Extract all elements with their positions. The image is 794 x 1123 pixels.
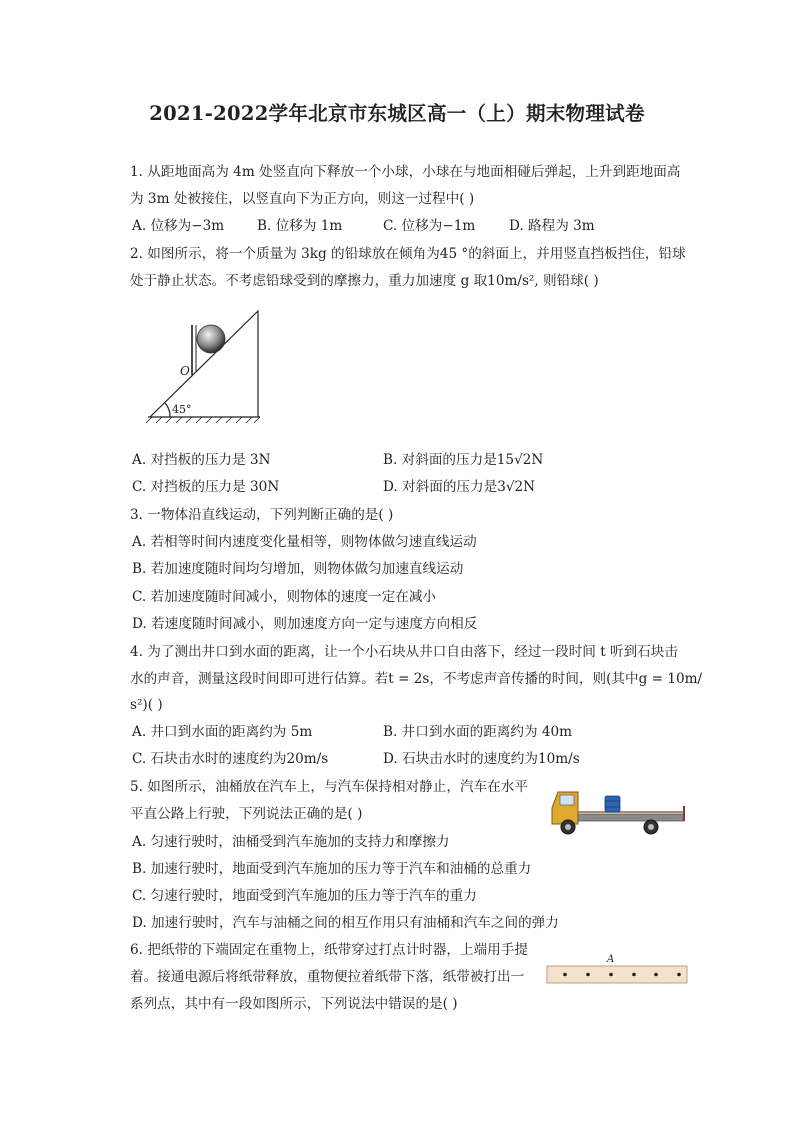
- incline-ball-figure: [140, 305, 270, 425]
- point-a-label: A: [607, 954, 615, 965]
- question-6-text-line-1: 6. 把纸带的下端固定在重物上，纸带穿过打点计时器，上端用手提: [130, 942, 528, 958]
- question-2-option-b: B. 对斜面的压力是15√2N: [383, 452, 544, 468]
- ground-hatching: [146, 417, 260, 423]
- question-2-option-d: D. 对斜面的压力是3√2N: [383, 479, 536, 495]
- question-1-option-a: A. 位移为−3m: [132, 218, 225, 234]
- paper-tape-figure: [545, 952, 690, 986]
- tape-dot: [654, 973, 658, 977]
- question-1-option-b: B. 位移为 1m: [257, 218, 343, 234]
- question-4-text-line-1: 4. 为了测出井口到水面的距离，让一个小石块从井口自由落下，经过一段时间 t 听到石块击: [130, 644, 678, 660]
- question-5-option-c: C. 匀速行驶时，地面受到汽车施加的压力等于汽车的重力: [132, 888, 477, 904]
- question-2-option-a: A. 对挡板的压力是 3N: [132, 452, 271, 468]
- question-4-option-d: D. 石块击水时的速度约为10m/s: [383, 751, 580, 767]
- question-1-option-c: C. 位移为−1m: [383, 218, 476, 234]
- question-2-option-c: C. 对挡板的压力是 30N: [132, 479, 280, 495]
- page-title: 2021-2022学年北京市东城区高一（上）期末物理试卷: [149, 102, 645, 125]
- question-1-text-line-2: 为 3m 处被接住，以竖直向下为正方向，则这一过程中( ): [130, 191, 475, 207]
- question-3-option-a: A. 若相等时间内速度变化量相等，则物体做匀速直线运动: [132, 534, 477, 550]
- question-5-option-a: A. 匀速行驶时，油桶受到汽车施加的支持力和摩擦力: [132, 834, 450, 850]
- lead-ball: [197, 325, 225, 353]
- point-o-label: O: [180, 364, 190, 378]
- truck-window: [560, 795, 574, 805]
- question-4-text-line-3: s²)( ): [130, 697, 163, 713]
- tape-dot: [632, 973, 636, 977]
- question-1-text-line-1: 1. 从距地面高为 4m 处竖直向下释放一个小球，小球在与地面相碰后弹起，上升到距地面高: [130, 164, 681, 180]
- question-6-text-line-2: 着。接通电源后将纸带释放，重物便拉着纸带下落，纸带被打出一: [130, 969, 525, 985]
- question-5-text-line-1: 5. 如图所示，油桶放在汽车上，与汽车保持相对静止，汽车在水平: [130, 779, 528, 795]
- question-4-option-b: B. 井口到水面的距离约为 40m: [383, 724, 573, 740]
- question-2-text-line-1: 2. 如图所示，将一个质量为 3kg 的铅球放在倾角为45 °的斜面上，并用竖直挡板挡住，铅球: [130, 246, 686, 262]
- angle-label: 45°: [172, 403, 192, 416]
- oil-barrel: [605, 796, 620, 812]
- question-3-option-b: B. 若加速度随时间均匀增加，则物体做匀加速直线运动: [132, 561, 464, 577]
- question-1-option-d: D. 路程为 3m: [509, 218, 595, 234]
- question-5-option-d: D. 加速行驶时，汽车与油桶之间的相互作用只有油桶和汽车之间的弹力: [132, 915, 559, 931]
- truck-bed: [578, 814, 684, 821]
- question-2-text-line-2: 处于静止状态。不考虑铅球受到的摩擦力，重力加速度 g 取10m/s², 则铅球( ): [130, 273, 599, 289]
- question-5-option-b: B. 加速行驶时，地面受到汽车施加的压力等于汽车和油桶的总重力: [132, 861, 532, 877]
- question-3-text: 3. 一物体沿直线运动，下列判断正确的是( ): [130, 507, 394, 523]
- tape-dot: [609, 973, 613, 977]
- question-5-text-line-2: 平直公路上行驶，下列说法正确的是( ): [130, 806, 363, 822]
- question-4-option-a: A. 井口到水面的距离约为 5m: [132, 724, 313, 740]
- tape-dot: [677, 973, 681, 977]
- question-3-option-d: D. 若速度随时间减小，则加速度方向一定与速度方向相反: [132, 616, 478, 632]
- question-3-option-c: C. 若加速度随时间减小，则物体的速度一定在减小: [132, 589, 437, 605]
- angle-arc: [165, 403, 170, 417]
- truck-with-barrel-figure: [548, 786, 688, 836]
- tape-dot: [563, 973, 567, 977]
- question-4-option-c: C. 石块击水时的速度约为20m/s: [132, 751, 329, 767]
- question-6-text-line-3: 系列点，其中有一段如图所示，下列说法中错误的是( ): [130, 996, 458, 1012]
- paper-tape: [547, 966, 687, 983]
- tape-dot: [586, 973, 590, 977]
- question-4-text-line-2: 水的声音，测量这段时间即可进行估算。若t = 2s，不考虑声音传播的时间，则(其中g = 10m/: [130, 671, 703, 687]
